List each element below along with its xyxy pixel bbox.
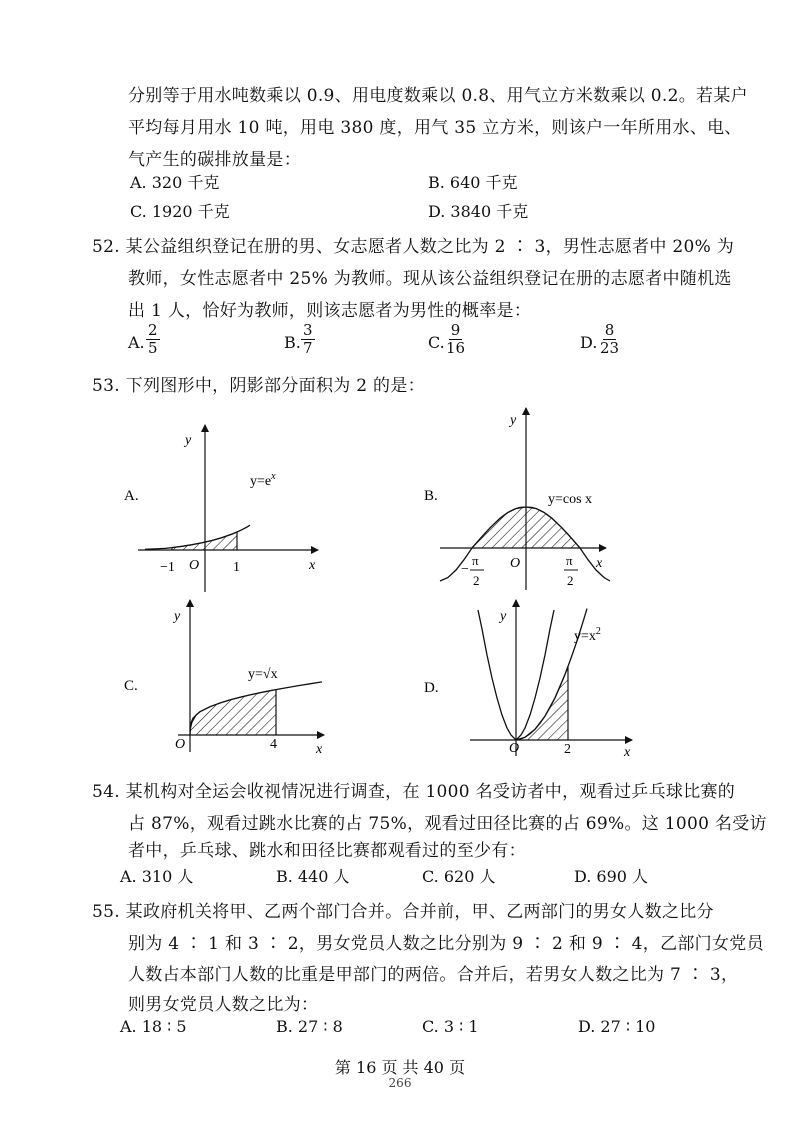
q54-text-line1: 54. 某机构对全运会收视情况进行调查，在 1000 名受访者中，观看过乒乓球比赛的 [92,782,736,802]
q51-option-d: D. 3840 千克 [428,202,529,221]
shaded-region [190,690,276,735]
denominator: 7 [303,339,313,357]
q53-text: 53. 下列图形中，阴影部分面积为 2 的是： [92,376,425,396]
denominator: 5 [148,339,158,357]
q51-option-b: B. 640 千克 [428,173,518,192]
tick-label: −1 [160,560,175,575]
numerator: 8 [604,321,615,339]
q51-text-line1: 分别等于用水吨数乘以 0.9、用电度数乘以 0.8、用气立方米数乘以 0.2。若某户 [128,86,748,106]
x-axis-label: x [596,556,603,571]
q52-option-a-label: A. [128,333,145,352]
y-axis-label: y [185,433,192,448]
figure-d [424,600,632,760]
numerator: 9 [450,321,461,339]
tick-two: 2 [473,573,480,588]
tick-minus-sign: − [461,562,469,577]
q55-option-b: B. 27 ∶ 8 [276,1017,343,1036]
figure-a-label: A. [124,488,139,504]
tick-label: 4 [270,737,277,752]
q52-option-d-label: D. [580,333,598,352]
tick-pi: π [566,553,573,568]
x-axis-label: x [316,742,323,757]
q55-text-line4: 则男女党员人数之比为： [128,995,319,1015]
q55-option-a: A. 18 ∶ 5 [120,1017,187,1036]
denominator: 23 [600,339,620,357]
x-axis-label: x [624,745,631,760]
q52-text-line1: 52. 某公益组织登记在册的男、女志愿者人数之比为 2 ∶ 3，男性志愿者中 20% 为 [92,237,735,257]
curve-label: $y=x^2$ [574,626,601,644]
tick-label: 2 [564,742,571,757]
q55-option-d: D. 27 ∶ 10 [578,1017,656,1036]
q55-text-line2: 别为 4 ∶ 1 和 3 ∶ 2，男女党员人数之比分别为 9 ∶ 2 和 9 ∶ 4，乙部门女党员 [128,934,764,954]
q51-text-line2: 平均每月用水 10 吨，用电 380 度，用气 35 立方米，则该户一年所用水、电、 [128,118,742,138]
curve-label: y=√x [248,667,278,682]
origin-label: O [510,556,521,571]
origin-label: O [189,558,200,573]
figure-b-label: B. [424,488,438,504]
q54-text-line3: 者中，乒乓球、跳水和田径比赛都观看过的至少有： [128,841,526,861]
page-number: 第 16 页 共 40 页 [334,1058,466,1077]
denominator: 16 [446,339,466,357]
numerator: 2 [148,321,158,339]
origin-label: O [175,737,186,752]
figure-d-label: D. [424,680,439,696]
y-axis-label: y [510,413,517,428]
q51-option-c: C. 1920 千克 [130,202,230,221]
q55-option-c: C. 3 ∶ 1 [422,1017,479,1036]
figure-c-label: C. [124,678,138,694]
figure-b [424,408,610,590]
x-axis-label: x [309,558,316,573]
curve-label: y=cos x [548,492,593,507]
q51-option-a: A. 320 千克 [130,173,220,192]
q54-option-b: B. 440 人 [276,867,350,886]
q55-text-line3: 人数占本部门人数的比重是甲部门的两倍。合并后，若男女人数之比为 7 ∶ 3， [128,965,739,985]
print-number: 266 [388,1076,412,1090]
tick-pi: π [472,553,479,568]
curve-label: $y=e^x$ [250,471,276,489]
q54-option-d: D. 690 人 [574,867,649,886]
q54-text-line2: 占 87%，观看过跳水比赛的占 75%，观看过田径比赛的占 69%。这 1000 名受访 [128,814,767,834]
y-axis-label: y [174,609,181,624]
q52-option-b-label: B. [284,333,301,352]
origin-label: O [509,741,520,756]
q52-option-c-label: C. [428,333,445,352]
tick-label: 1 [233,560,240,575]
q51-text-line3: 气产生的碳排放量是： [128,150,301,170]
figure-c [124,600,324,757]
q52-text-line2: 教师，女性志愿者中 25% 为教师。现从该公益组织登记在册的志愿者中随机选 [128,269,732,289]
numerator: 3 [303,321,313,339]
q52-text-line3: 出 1 人，恰好为教师，则该志愿者为男性的概率是： [128,301,532,321]
tick-two: 2 [567,573,574,588]
q55-text-line1: 55. 某政府机关将甲、乙两个部门合并。合并前，甲、乙两部门的男女人数之比分 [92,902,714,922]
q54-option-a: A. 310 人 [120,867,194,886]
y-axis-label: y [500,609,507,624]
q54-option-c: C. 620 人 [422,867,496,886]
figure-a [124,425,318,592]
